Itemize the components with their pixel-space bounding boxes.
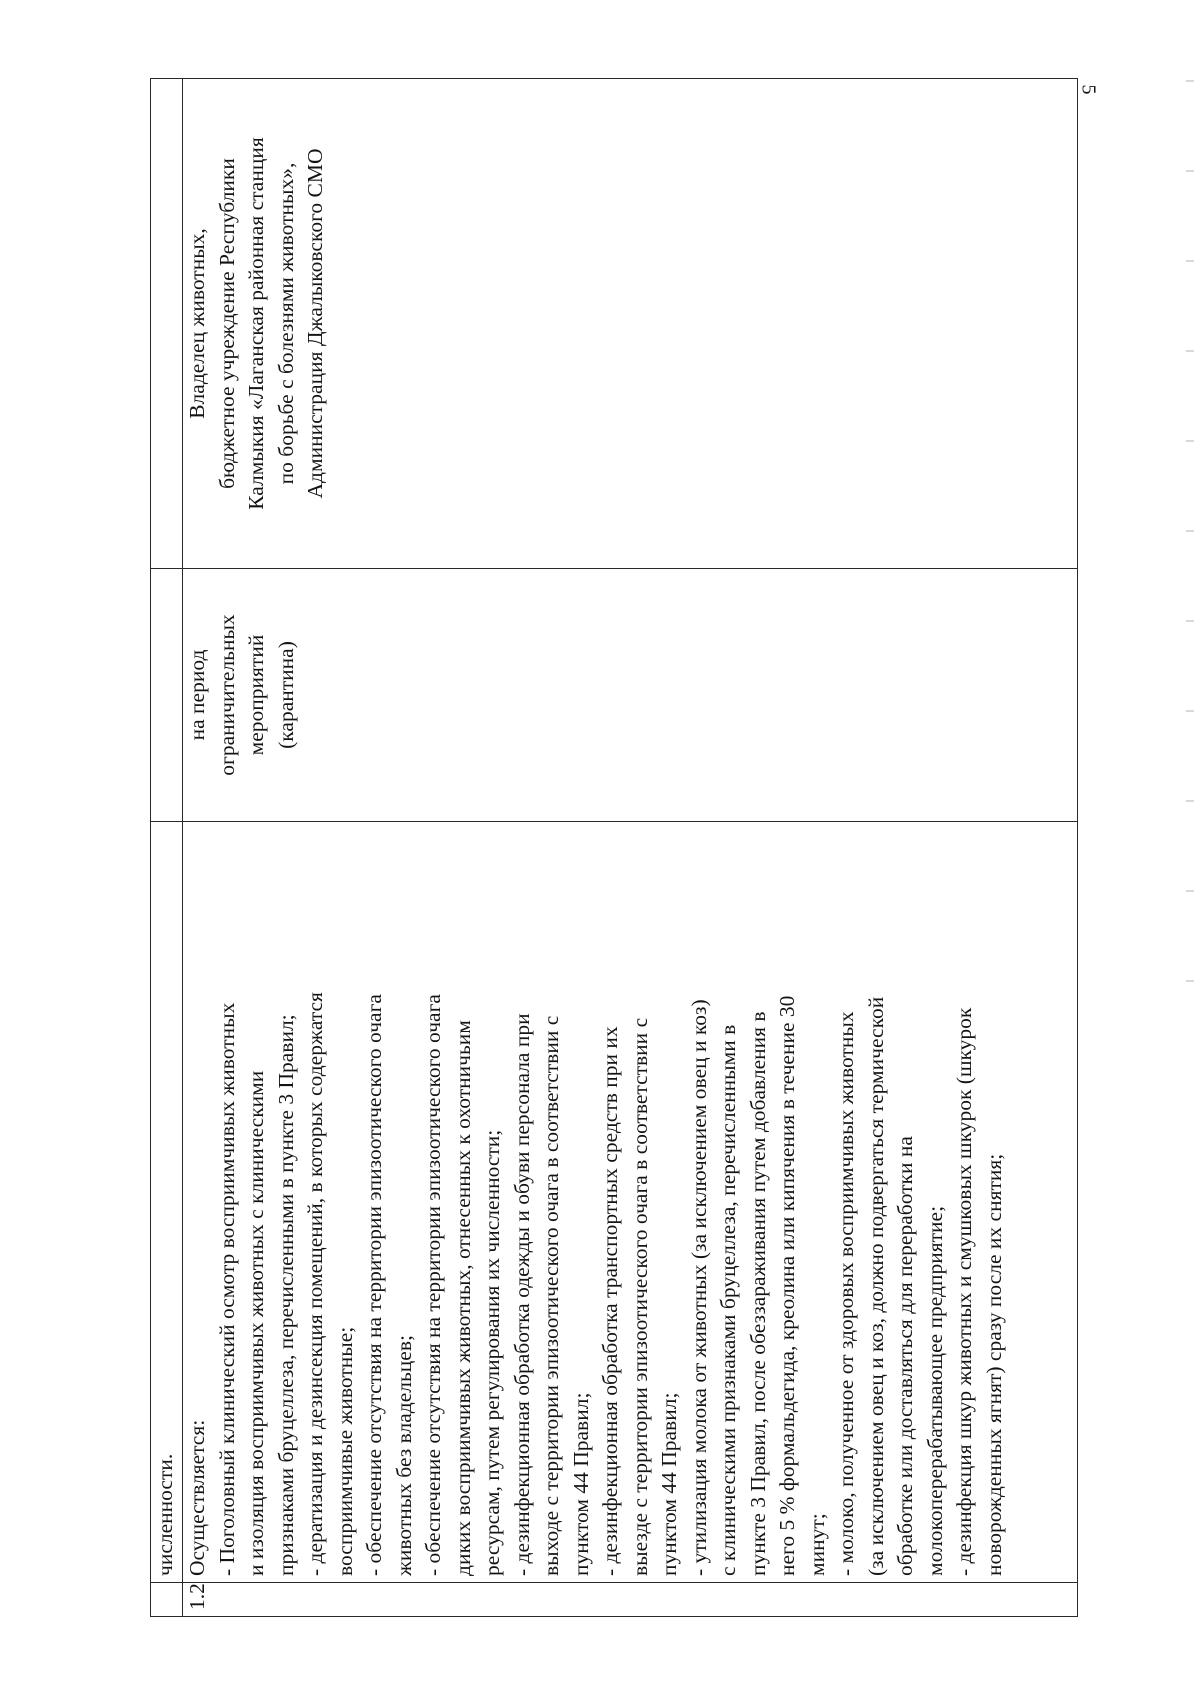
description-line: пунктом 44 Правил; — [568, 1392, 593, 1576]
responsible-line: по борьбе с болезнями животных», — [273, 162, 298, 485]
description-lines — [183, 828, 1009, 1576]
description-line: с клиническими признаками бруцеллеза, перечисленными в — [716, 1024, 740, 1576]
empty-responsible-cell — [151, 79, 183, 569]
term-line: мероприятий — [244, 634, 268, 756]
description-line: диких восприимчивых животных, отнесенных к охотничьим — [450, 1020, 475, 1576]
description-line: новорожденных ягнят) сразу после их снятия; — [981, 1153, 1006, 1576]
description-line: минут; — [804, 1513, 829, 1576]
description-line: - дезинфекция шкур животных и смушковых шкурок (шкурок — [952, 1007, 976, 1576]
term-lines — [183, 575, 301, 815]
description-line: - обеспечение отсутствия на территории эпизоотического очага — [362, 994, 386, 1576]
continuation-text: численности. — [151, 822, 183, 1583]
description-line: - Поголовный клинический осмотр восприимчивых животных — [214, 1002, 239, 1576]
responsible-line: Администрация Джалыковского СМО — [303, 148, 327, 499]
description-line: животных без владельцев; — [391, 1335, 416, 1576]
description-line: - дезинфекционная обработка одежды и обуви персонала при — [509, 1013, 534, 1576]
measures-description-cell — [183, 822, 1078, 1583]
rotated-page-content — [150, 79, 1078, 1617]
description-line: признаками бруцеллеза, перечисленными в пункте 3 Правил; — [273, 1014, 298, 1576]
description-line: Осуществляется: — [185, 1419, 209, 1576]
description-line: - молоко, полученное от здоровых восприимчивых животных — [834, 1011, 858, 1576]
description-line: пункте 3 Правил, после обеззараживания путем добавления в — [745, 1011, 770, 1576]
description-line: - дератизация и дезинсекция помещений, в которых содержатся — [303, 992, 327, 1576]
term-line: (карантина) — [273, 641, 298, 749]
description-line: восприимчивые животные; — [332, 1326, 357, 1576]
scan-margin-specks — [1186, 40, 1194, 1040]
description-line: - обеспечение отсутствия на территории эпизоотического очага — [421, 994, 445, 1576]
responsible-lines — [183, 85, 331, 562]
description-line: - дезинфекционная обработка транспортных средств при их — [598, 1026, 622, 1576]
empty-term-cell — [151, 569, 183, 822]
responsible-line: Владелец животных, — [185, 228, 209, 419]
description-line: выезде с территории эпизоотического очага в соответствии с — [627, 1017, 652, 1576]
description-line: обработке или доставляться для переработки на — [893, 1136, 917, 1576]
responsible-cell — [183, 79, 1078, 569]
row-number-cell — [151, 1583, 183, 1617]
description-line: (за исключением овец и коз, должно подвергаться термической — [863, 996, 888, 1576]
row-number-cell: 1.2 — [183, 1583, 1078, 1617]
term-line: ограничительных — [214, 614, 239, 776]
description-line: - утилизация молока от животных (за исключением овец и коз) — [686, 999, 711, 1576]
page-number: 5 — [1077, 84, 1100, 95]
table-row-continuation — [151, 79, 183, 1617]
table-row-1-2 — [183, 79, 1078, 1617]
description-line: выходе с территории эпизоотического очага в соответствии с — [539, 1015, 563, 1576]
responsible-line: бюджетное учреждение Республики — [214, 158, 239, 489]
term-cell — [183, 569, 1078, 822]
description-line: молокоперерабатывающее предприятие; — [922, 1205, 947, 1576]
description-line: ресурсам, путем регулирования их численности; — [480, 1129, 504, 1576]
term-line: на период — [185, 649, 209, 741]
description-line: него 5 % формальдегида, креолина или кипячения в течение 30 — [775, 995, 799, 1576]
description-line: и изоляция восприимчивых животных с клиническими — [244, 1070, 268, 1576]
measures-table — [150, 78, 1078, 1617]
description-line: пунктом 44 Правил; — [657, 1392, 681, 1576]
responsible-line: Калмыкия «Лаганская районная станция — [244, 137, 268, 510]
